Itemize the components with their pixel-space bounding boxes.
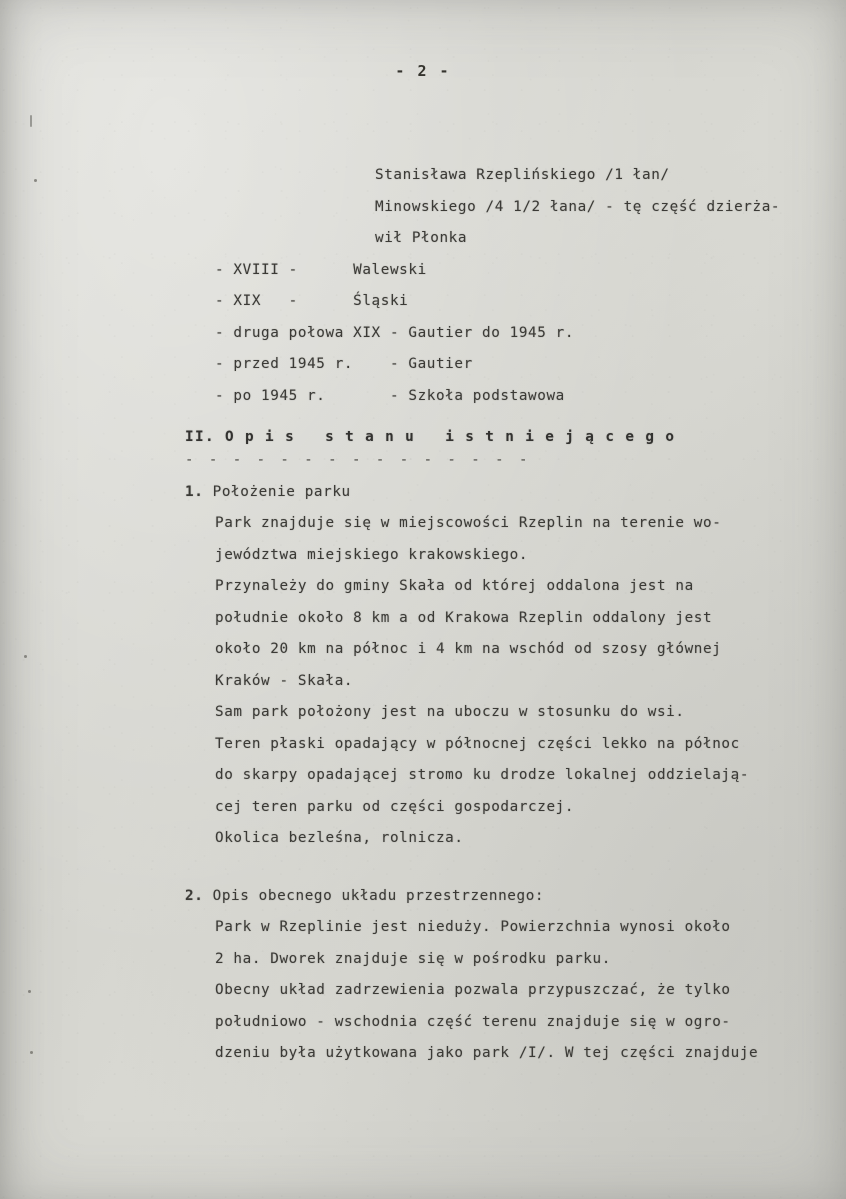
spacer [0, 467, 846, 477]
paragraph-line: jewództwa miejskiego krakowskiego. [215, 546, 529, 563]
ownership-entry: - druga połowa XIX - Gautier do 1945 r. [215, 324, 575, 341]
paragraph-line: cej teren parku od części gospodarczej. [215, 798, 575, 815]
paragraph-line: około 20 km na północ i 4 km na wschód od szosy głównej [215, 641, 722, 657]
owner-line: Minowskiego /4 1/2 łana/ - tę część dzierża- [375, 198, 781, 215]
typed-text-body [0, 160, 846, 1070]
paragraph-line: Sam park położony jest na uboczu w stosunku do wsi. [215, 704, 685, 720]
subsection-number: 2. [185, 887, 204, 904]
paragraph-line: Park znajduje się w miejscowości Rzeplin na terenie wo- [215, 515, 722, 531]
paragraph-line: Okolica bezleśna, rolnicza. [215, 830, 464, 846]
paragraph-line: południowo - wschodnia część terenu znajduje się w ogro- [215, 1013, 731, 1030]
section-underline: - - - - - - - - - - - - - - - [185, 451, 531, 468]
paragraph-line: Kraków - Skała. [215, 672, 354, 689]
margin-speck [30, 115, 32, 127]
paragraph-line: Obecny układ zadrzewienia pozwala przypuszczać, że tylko [215, 982, 731, 998]
spacer [0, 855, 846, 881]
ownership-entry: - po 1945 r. - Szkoła podstawowa [215, 387, 565, 404]
owner-line: wił Płonka [375, 230, 468, 246]
spacer [0, 412, 846, 422]
subsection-title-2 [0, 881, 846, 913]
paragraph-line: do skarpy opadającej stromo ku drodze lokalnej oddzielają- [215, 767, 750, 783]
subsection-title-1 [0, 477, 846, 509]
owner-line: Stanisława Rzeplińskiego /1 łan/ [375, 167, 670, 183]
paragraph-line: południe około 8 km a od Krakowa Rzeplin oddalony jest [215, 609, 713, 626]
paragraph-line: Teren płaski opadający w północnej części lekko na północ [215, 735, 740, 752]
paragraph-line: Park w Rzeplinie jest nieduży. Powierzchnia wynosi około [215, 919, 731, 935]
subsection-title-text: Położenie parku [212, 483, 351, 500]
page-number: - 2 - [395, 62, 451, 80]
ownership-entry: - XVIII - Walewski [215, 261, 427, 278]
paragraph-line: dzeniu była użytkowana jako park /I/. W tej części znajduje [215, 1045, 759, 1061]
subsection-title-text: Opis obecnego układu przestrzennego: [212, 887, 545, 904]
ownership-entry: - przed 1945 r. - Gautier [215, 356, 473, 372]
paragraph-line: 2 ha. Dworek znajduje się w pośrodku parku. [215, 950, 611, 967]
paragraph-line: Przynależy do gminy Skała od której oddalona jest na [215, 578, 694, 594]
ownership-entry: - XIX - Śląski [215, 293, 409, 309]
subsection-number: 1. [185, 483, 204, 500]
section-heading: II. O p i s s t a n u i s t n i e j ą c e g o [185, 429, 676, 445]
